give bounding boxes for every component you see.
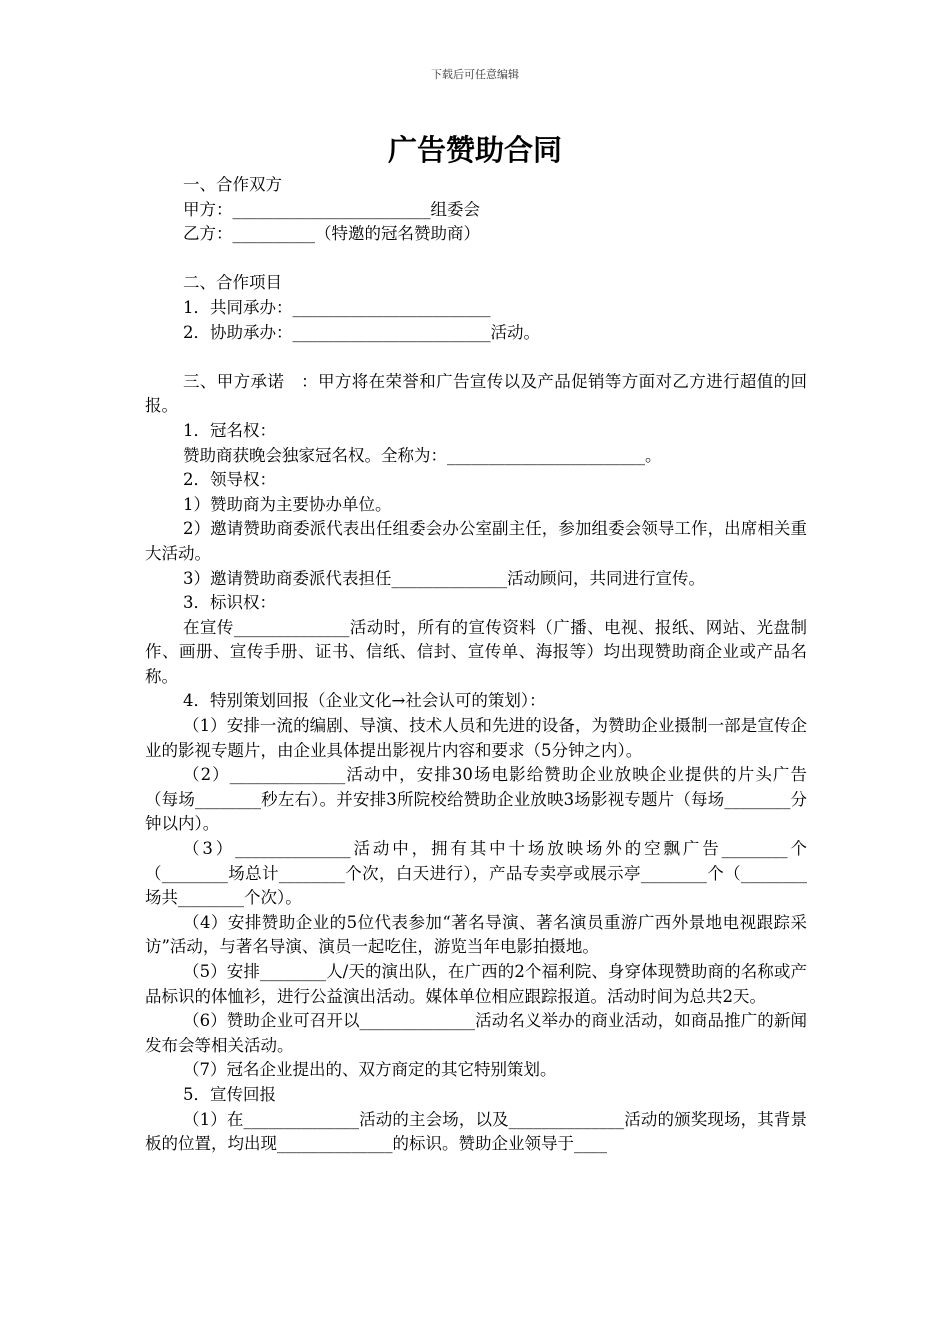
- header-note: 下载后可任意编辑: [431, 68, 519, 81]
- list-item: 2．协助承办：________________________活动。: [183, 322, 540, 342]
- list-item: 1．共同承办：________________________: [183, 297, 491, 317]
- blank-line: [145, 345, 807, 370]
- clause-heading: 1．冠名权：: [183, 420, 276, 440]
- party-b-line: 乙方：__________（特邀的冠名赞助商）: [183, 224, 480, 244]
- section-heading: 二、合作项目: [183, 273, 282, 293]
- clause-text: （1）安排一流的编剧、导演、技术人员和先进的设备，为赞助企业摄制一部是宣传企业的影视专题片，由企业具体提出影视片内容和要求（5分钟之内）。: [145, 716, 807, 760]
- clause-text: 2）邀请赞助商委派代表出任组委会办公室副主任，参加组委会领导工作，出席相关重大活动。: [145, 519, 807, 563]
- clause-text: （7）冠名企业提出的、双方商定的其它特别策划。: [183, 1060, 557, 1080]
- section-heading: 一、合作双方: [183, 175, 282, 194]
- blank-line: [145, 247, 807, 272]
- clause-text: （5）安排________人/天的演出队，在广西的2个福利院、身穿体现赞助商的名称或产品标识的体恤衫，进行公益演出活动。媒体单位相应跟踪报道。活动时间为总共2天。: [145, 962, 807, 1006]
- clause-text: （1）在______________活动的主会场，以及______________活动的颁奖现场，其背景板的位置，均出现______________的标识。赞助企业领导于____: [145, 1109, 807, 1154]
- clause-text: 3）邀请赞助商委派代表担任______________活动顾问，共同进行宣传。: [183, 568, 705, 588]
- clause-text: （6）赞助企业可召开以______________活动名义举办的商业活动，如商品推广的新闻发布会等相关活动。: [145, 1011, 807, 1055]
- party-a-line: 甲方：________________________组委会: [183, 199, 480, 219]
- clause-heading: 3．标识权：: [183, 593, 276, 613]
- clause-text: （3）______________活动中，拥有其中十场放映场外的空飘广告________个（________场总计________个次，白天进行），产品专卖亭或展示亭________个（________场共________个次）。: [145, 839, 807, 908]
- clause-heading: 2．领导权：: [183, 470, 276, 490]
- clause-text: （4）安排赞助企业的5位代表参加“著名导演、著名演员重游广西外景地电视跟踪采访”活动，与著名导演、演员一起吃住，游览当年电影拍摄地。: [145, 912, 807, 957]
- document-body: [145, 173, 807, 1157]
- clause-heading: 5．宣传回报: [183, 1084, 276, 1104]
- clause-text: 赞助商获晚会独家冠名权。全称为：________________________。: [183, 445, 662, 465]
- document-title: 广告赞助合同: [387, 133, 562, 167]
- clause-text: （2）______________活动中，安排30场电影给赞助企业放映企业提供的片头广告（每场________秒左右）。并安排3所院校给赞助企业放映3场影视专题片（每场________分钟以内）。: [145, 765, 807, 834]
- clause-text: 1）赞助商为主要协办单位。: [183, 494, 392, 514]
- clause-text: 在宣传______________活动时，所有的宣传资料（广播、电视、报纸、网站、光盘制作、画册、宣传手册、证书、信纸、信封、宣传单、海报等）均出现赞助商企业或产品名称。: [145, 617, 807, 686]
- clause-heading: 4．特别策划回报（企业文化→社会认可的策划）：: [183, 691, 546, 711]
- section-heading: 三、甲方承诺 ：甲方将在荣誉和广告宣传以及产品促销等方面对乙方进行超值的回报。: [145, 371, 807, 416]
